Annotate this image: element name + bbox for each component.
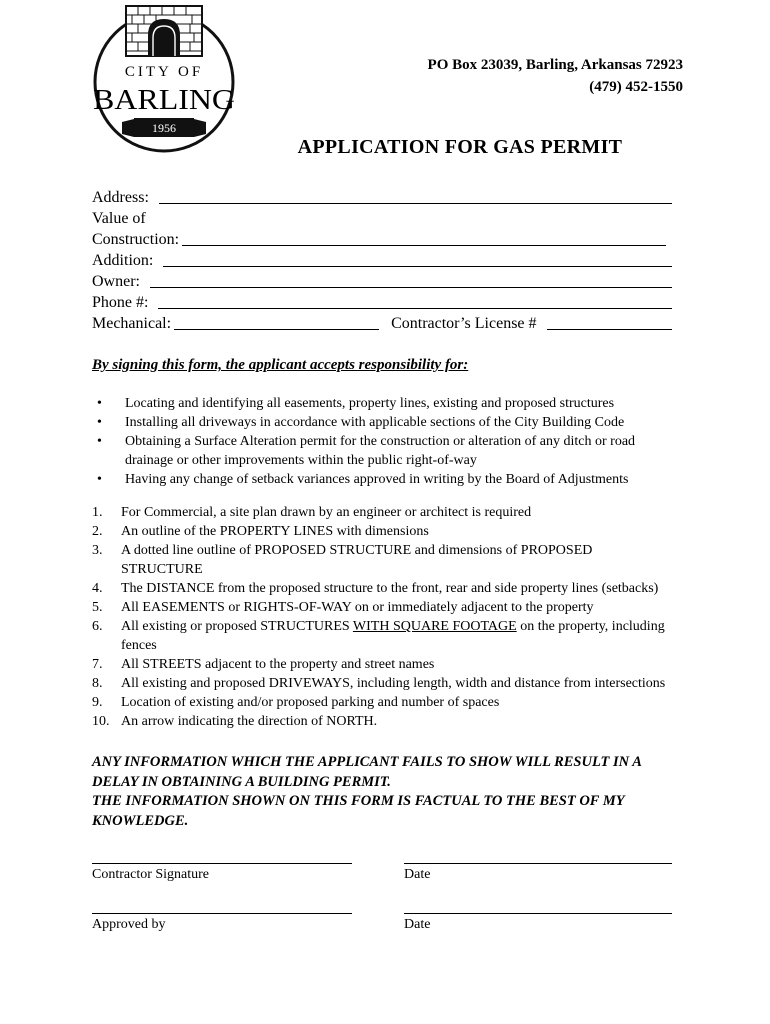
address-label: Address: [92, 189, 149, 206]
value-of-label: Value of [92, 210, 146, 227]
warning-notice [92, 753, 672, 831]
logo-year-text: 1956 [152, 121, 176, 135]
logo-barling-text: BARLING [93, 84, 236, 116]
list-item: • Obtaining a Surface Alteration permit for the construction or alteration of any ditch or road drainage or other improvements within the public right-of-way [92, 432, 672, 470]
list-item: 9. Location of existing and/or proposed parking and number of spaces [92, 695, 500, 710]
list-item: • Having any change of setback variances approved in writing by the Board of Adjustments [92, 470, 672, 489]
signature-date-cell [404, 863, 672, 883]
page-title: APPLICATION FOR GAS PERMIT [297, 136, 623, 158]
owner-row [92, 270, 672, 291]
logo-city-of-text: CITY OF [124, 64, 204, 80]
list-item: 1. For Commercial, a site plan drawn by an engineer or architect is required [92, 505, 532, 520]
contractor-signature-label: Contractor Signature [92, 867, 210, 882]
construction-row [92, 228, 672, 249]
form-header [0, 0, 770, 176]
list-item: • Locating and identifying all easements, property lines, existing and proposed structures [92, 394, 672, 413]
contact-info [428, 54, 683, 98]
notice-line-1: ANY INFORMATION WHICH THE APPLICANT FAILS TO SHOW WILL RESULT IN A DELAY IN OBTAINING A BUILDING PERMIT. [92, 754, 642, 790]
phone-line: (479) 452-1550 [589, 79, 683, 95]
addition-label: Addition: [92, 252, 154, 269]
city-of-barling-logo [90, 2, 238, 162]
contractors-license-field-line[interactable] [547, 329, 672, 330]
responsibilities-heading: By signing this form, the applicant accepts responsibility for: [92, 357, 469, 373]
phone-label: Phone #: [92, 294, 149, 311]
addition-row [92, 249, 672, 270]
mechanical-field-line[interactable] [174, 329, 379, 330]
form-body [92, 186, 672, 933]
mechanical-label: Mechanical: [92, 315, 172, 332]
approved-by-cell [92, 913, 352, 933]
list-item: 7. All STREETS adjacent to the property and street names [92, 657, 435, 672]
signature-date-label: Date [404, 867, 431, 882]
mechanical-row [92, 312, 672, 333]
logo-year-banner [122, 118, 206, 137]
address-field-line[interactable] [159, 203, 672, 204]
signature-section [92, 863, 672, 933]
address-row [92, 186, 672, 207]
owner-field-line[interactable] [150, 287, 672, 288]
underlined-phrase: WITH SQUARE FOOTAGE [352, 619, 517, 634]
approved-date-cell [404, 913, 672, 933]
construction-label: Construction: [92, 231, 180, 248]
list-item: • Installing all driveways in accordance with applicable sections of the City Building Code [92, 413, 672, 432]
value-of-row [92, 207, 672, 228]
approved-by-label: Approved by [92, 917, 166, 932]
city-logo [90, 2, 238, 167]
list-item: 6. All existing or proposed STRUCTURES WITH SQUARE FOOTAGE on the property, including fences [92, 619, 665, 653]
contractor-signature-cell [92, 863, 352, 883]
phone-row [92, 291, 672, 312]
brick-arch-icon [126, 6, 202, 56]
list-item: 10. An arrow indicating the direction of NORTH. [92, 714, 378, 729]
po-box-line: PO Box 23039, Barling, Arkansas 72923 [427, 57, 683, 73]
addition-field-line[interactable] [163, 266, 672, 267]
phone-field-line[interactable] [158, 308, 672, 309]
contractors-license-label: Contractor’s License # [391, 315, 537, 332]
construction-field-line[interactable] [182, 245, 666, 246]
owner-label: Owner: [92, 273, 140, 290]
list-item: 2. An outline of the PROPERTY LINES with dimensions [92, 524, 429, 539]
list-item: 8. All existing and proposed DRIVEWAYS, including length, width and distance from intersections [92, 676, 666, 691]
list-item: 4. The DISTANCE from the proposed structure to the front, rear and side property lines (setbacks) [92, 581, 659, 596]
approved-date-label: Date [404, 917, 431, 932]
list-item: 5. All EASEMENTS or RIGHTS-OF-WAY on or immediately adjacent to the property [92, 600, 594, 615]
list-item: 3. A dotted line outline of PROPOSED STRUCTURE and dimensions of PROPOSED STRUCTURE [92, 543, 593, 577]
requirements-list [92, 503, 672, 731]
notice-line-2: THE INFORMATION SHOWN ON THIS FORM IS FACTUAL TO THE BEST OF MY KNOWLEDGE. [92, 793, 625, 829]
responsibilities-list [92, 394, 672, 489]
